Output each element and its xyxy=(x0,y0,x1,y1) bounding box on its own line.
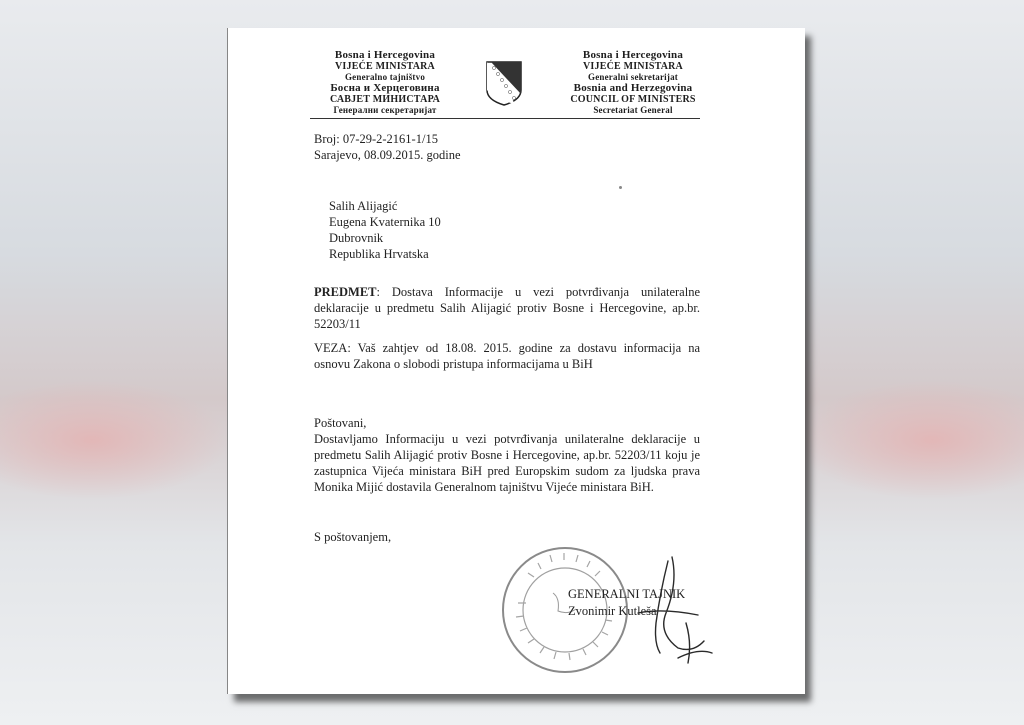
letterhead-left xyxy=(310,50,460,116)
letterhead-left-line2: VIJEĆE MINISTARA xyxy=(335,61,435,72)
letter-body xyxy=(314,415,700,495)
reference-block xyxy=(314,131,461,163)
recipient-city: Dubrovnik xyxy=(329,231,384,245)
recipient-street: Eugena Kvaternika 10 xyxy=(329,215,441,229)
letterhead-right-line6: Secretariat General xyxy=(593,105,673,115)
letterhead-left-line1: Bosna i Hercegovina xyxy=(334,49,436,61)
recipient-address xyxy=(329,198,441,262)
subject-text: : Dostava Informacije u vezi potvrđivanja unilateralne deklaracije u predmetu Salih Alijagić protiv Bosne i Hercegovine, ap.br. 52203/11 xyxy=(314,285,700,331)
letterhead-left-line3: Generalno tajništvo xyxy=(344,72,426,82)
subject-paragraph xyxy=(314,284,700,332)
letter-page xyxy=(228,28,805,694)
recipient-country: Republika Hrvatska xyxy=(329,247,429,261)
signatory-title: GENERALNI TAJNIK xyxy=(568,587,686,601)
subject-label: PREDMET xyxy=(314,285,377,299)
letterhead-left-line4: Босна и Херцеговина xyxy=(330,82,440,94)
signatory-name: Zvonimir Kutleša xyxy=(568,604,657,618)
letterhead-right-line5: COUNCIL OF MINISTERS xyxy=(570,94,696,105)
letterhead-right xyxy=(568,50,698,116)
coat-of-arms-icon xyxy=(485,60,523,106)
reference-number: Broj: 07-29-2-2161-1/15 xyxy=(314,132,438,146)
veza-paragraph: VEZA: Vaš zahtjev od 18.08. 2015. godine za dostavu informacija na osnovu Zakona o slobodi pristupa informacijama u BiH xyxy=(314,341,700,371)
place-date: Sarajevo, 08.09.2015. godine xyxy=(314,148,461,162)
speck-mark xyxy=(619,186,622,189)
letterhead-divider xyxy=(310,118,700,119)
body-paragraph: Dostavljamo Informaciju u vezi potvrđivanja unilateralne deklaracije u predmetu Salih Alijagić protiv Bosne i Hercegovine, ap.br. 52203/11 koju je zastupnica Vijeća ministara BiH pred Europskim sudom za ljudska prava Monika Mijić dostavila Generalnom tajništvu Vijeće ministara BiH. xyxy=(314,432,700,494)
letterhead-right-line4: Bosnia and Herzegovina xyxy=(573,82,693,94)
greeting: Poštovani, xyxy=(314,416,367,430)
letterhead-right-line3: Generalni sekretarijat xyxy=(588,72,678,82)
letterhead-right-line1: Bosna i Hercegovina xyxy=(582,49,684,61)
letterhead-right-line2: VIJEĆE MINISTARA xyxy=(583,61,683,72)
letterhead-left-line5: САВЈЕТ МИНИСТАРА xyxy=(329,94,441,105)
recipient-name: Salih Alijagić xyxy=(329,199,398,213)
background-blur-right xyxy=(794,380,1024,500)
background-blur-left xyxy=(0,380,230,500)
letterhead-left-line6: Генерални секретаријат xyxy=(333,105,437,115)
closing-line: S poštovanjem, xyxy=(314,530,392,544)
signature-block xyxy=(568,586,685,620)
